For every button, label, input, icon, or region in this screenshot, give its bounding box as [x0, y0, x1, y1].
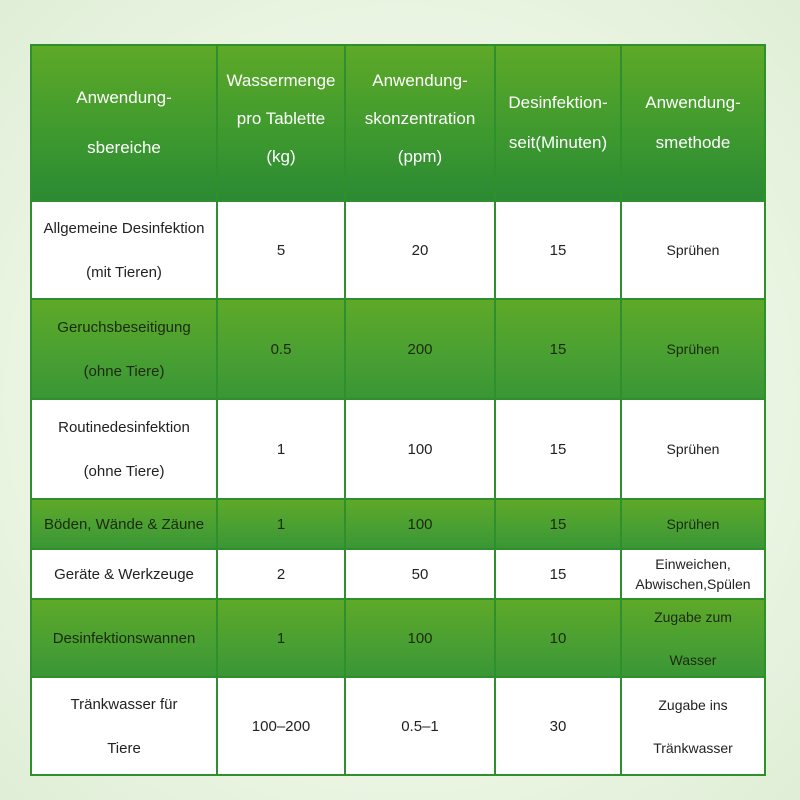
header-line: Desinfektion- [508, 93, 608, 112]
cell-water: 2 [217, 549, 345, 599]
header-line: sbereiche [87, 138, 161, 157]
cell-line: Sprühen [666, 341, 720, 357]
cell-time: 30 [495, 677, 621, 775]
cell-concentration: 200 [345, 299, 495, 399]
cell-method [621, 299, 765, 399]
cell-application-area [31, 299, 217, 399]
table-row [31, 599, 765, 677]
cell-method [621, 599, 765, 677]
cell-line: Geräte & Werkzeuge [54, 565, 194, 583]
header-concentration [345, 45, 495, 201]
cell-line: Sprühen [666, 516, 720, 532]
header-water-per-tablet [217, 45, 345, 201]
cell-line: Zugabe zum [654, 608, 732, 625]
cell-water: 1 [217, 599, 345, 677]
cell-application-area [31, 399, 217, 499]
header-line: pro Tablette [236, 109, 326, 128]
cell-water: 0.5 [217, 299, 345, 399]
header-line: Anwendung- [645, 93, 741, 112]
cell-concentration: 100 [345, 599, 495, 677]
cell-line: Geruchsbeseitigung [57, 318, 191, 336]
cell-line: (mit Tieren) [86, 263, 162, 281]
header-line: seit(Minuten) [508, 133, 608, 152]
cell-application-area [31, 599, 217, 677]
header-disinfection-time [495, 45, 621, 201]
header-line: Anwendung- [372, 71, 468, 90]
cell-time: 15 [495, 201, 621, 299]
cell-time: 15 [495, 499, 621, 549]
cell-method [621, 499, 765, 549]
cell-application-area [31, 549, 217, 599]
cell-water: 1 [217, 399, 345, 499]
disinfection-table-container [30, 44, 764, 776]
cell-method [621, 201, 765, 299]
cell-water: 100–200 [217, 677, 345, 775]
cell-line: Routinedesinfektion [58, 418, 190, 436]
cell-line: Allgemeine Desinfektion [43, 219, 205, 237]
cell-time: 15 [495, 399, 621, 499]
table-row [31, 299, 765, 399]
table-row [31, 399, 765, 499]
cell-application-area [31, 677, 217, 775]
header-line: skonzentration [364, 109, 476, 128]
header-line: (kg) [266, 147, 296, 166]
header-line: smethode [655, 133, 731, 152]
cell-concentration: 100 [345, 499, 495, 549]
cell-line: Wasser [669, 651, 717, 668]
cell-time: 15 [495, 299, 621, 399]
cell-water: 5 [217, 201, 345, 299]
cell-line: (ohne Tiere) [83, 362, 165, 380]
table-header-row [31, 45, 765, 201]
cell-method [621, 549, 765, 599]
header-line: (ppm) [397, 147, 443, 166]
cell-line: Einweichen, [655, 556, 731, 572]
header-application-area [31, 45, 217, 201]
cell-concentration: 100 [345, 399, 495, 499]
cell-line: Sprühen [666, 441, 720, 457]
table-row [31, 549, 765, 599]
table-row [31, 499, 765, 549]
cell-concentration: 50 [345, 549, 495, 599]
table-row [31, 201, 765, 299]
cell-line: Sprühen [666, 242, 720, 258]
cell-water: 1 [217, 499, 345, 549]
cell-line: Abwischen,Spülen [635, 576, 751, 592]
table-row [31, 677, 765, 775]
cell-line: Tränkwasser [653, 739, 733, 756]
header-application-method [621, 45, 765, 201]
cell-line: Zugabe ins [658, 696, 728, 713]
cell-line: Tränkwasser für [70, 695, 178, 713]
cell-method [621, 677, 765, 775]
cell-line: Desinfektionswannen [52, 629, 196, 647]
cell-time: 10 [495, 599, 621, 677]
disinfection-table [30, 44, 766, 776]
cell-line: (ohne Tiere) [83, 462, 165, 480]
cell-concentration: 0.5–1 [345, 677, 495, 775]
cell-line: Böden, Wände & Zäune [43, 515, 205, 533]
cell-time: 15 [495, 549, 621, 599]
header-line: Anwendung- [76, 88, 172, 107]
header-line: Wassermenge [226, 71, 336, 90]
cell-application-area [31, 201, 217, 299]
cell-method [621, 399, 765, 499]
cell-application-area [31, 499, 217, 549]
cell-line: Tiere [107, 739, 141, 757]
cell-concentration: 20 [345, 201, 495, 299]
